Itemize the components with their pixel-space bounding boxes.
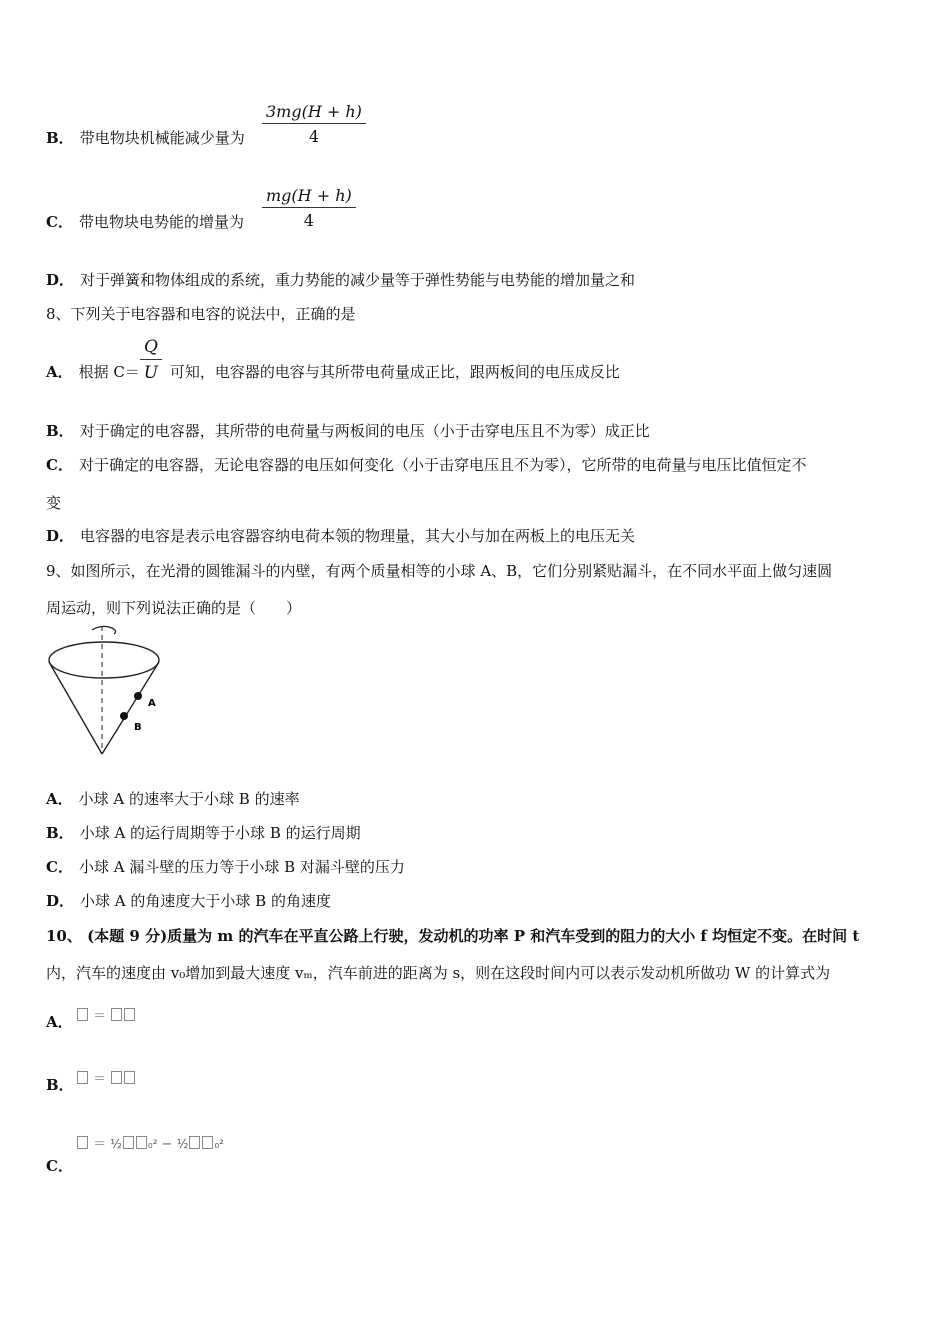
q8-stem: 8、下列关于电容器和电容的说法中，正确的是: [46, 305, 356, 323]
q10-stem-line1: 10、 (本题 9 分)质量为 m 的汽车在平直公路上行驶，发动机的功率 P 和汽车受到的阻力的大小 f 均恒定不变。在时间 t: [46, 927, 860, 945]
label-a: A: [148, 698, 156, 709]
q7-option-c[interactable]: C． 带电物块电势能的增量为: [46, 213, 244, 231]
q7-option-b[interactable]: B． 带电物块机械能减少量为: [46, 129, 245, 147]
formula-c-unrendered: ＝ ½ ₀² − ½ ₀²: [76, 1133, 224, 1152]
q10-stem-line2: 内，汽车的速度由 v₀增加到最大速度 vₘ，汽车前进的距离为 s，则在这段时间内可以表示发动机所做功 W 的计算式为: [46, 964, 831, 982]
cone-diagram: [44, 622, 174, 762]
q8-option-c-continued: 变: [46, 494, 62, 512]
q8-option-b[interactable]: B． 对于确定的电容器，其所带的电荷量与两板间的电压（小于击穿电压且不为零）成正比: [46, 422, 650, 440]
formula-a-unrendered: ＝: [76, 1005, 136, 1024]
formula-b-unrendered: ＝: [76, 1068, 136, 1087]
fraction-mg-h-over-4: $\frac{mg(H + h)}{4}$: [262, 186, 356, 230]
q8-option-c[interactable]: C． 对于确定的电容器，无论电容器的电压如何变化（小于击穿电压且不为零），它所带的电荷量与电压比值恒定不: [46, 456, 807, 474]
q10-option-c[interactable]: C．: [46, 1157, 73, 1175]
cone-rim: [49, 642, 159, 678]
q9-option-a[interactable]: A． 小球 A 的速率大于小球 B 的速率: [46, 790, 300, 808]
cone-funnel-figure: [44, 622, 174, 766]
q9-option-b[interactable]: B． 小球 A 的运行周期等于小球 B 的运行周期: [46, 824, 361, 842]
q9-stem-line1: 9、如图所示，在光滑的圆锥漏斗的内壁，有两个质量相等的小球 A、B，它们分别紧贴漏斗，在不同水平面上做匀速圆: [46, 562, 833, 580]
q10-option-a[interactable]: A．: [46, 1013, 73, 1031]
rotation-arrow: [92, 626, 116, 634]
fraction-q-over-u: $\frac{Q}{U}$: [140, 337, 162, 383]
q8-option-a[interactable]: A． 根据 C＝ 可知，电容器的电容与其所带电荷量成正比，跟两板间的电压成反比: [46, 363, 620, 381]
q10-option-b[interactable]: B．: [46, 1076, 74, 1094]
ball-b: [120, 712, 128, 720]
q9-stem-line2: 周运动，则下列说法正确的是（ ）: [46, 599, 302, 617]
q8-option-d[interactable]: D． 电容器的电容是表示电容器容纳电荷本领的物理量，其大小与加在两板上的电压无关: [46, 527, 636, 545]
label-b: B: [134, 722, 142, 733]
q7-option-d[interactable]: D． 对于弹簧和物体组成的系统，重力势能的减少量等于弹性势能与电势能的增加量之和: [46, 271, 636, 289]
fraction-3mg-h-over-4: $\frac{3mg(H + h)}{4}$: [262, 102, 366, 146]
q9-option-d[interactable]: D． 小球 A 的角速度大于小球 B 的角速度: [46, 892, 331, 910]
ball-a: [134, 692, 142, 700]
q9-option-c[interactable]: C． 小球 A 漏斗壁的压力等于小球 B 对漏斗壁的压力: [46, 858, 405, 876]
